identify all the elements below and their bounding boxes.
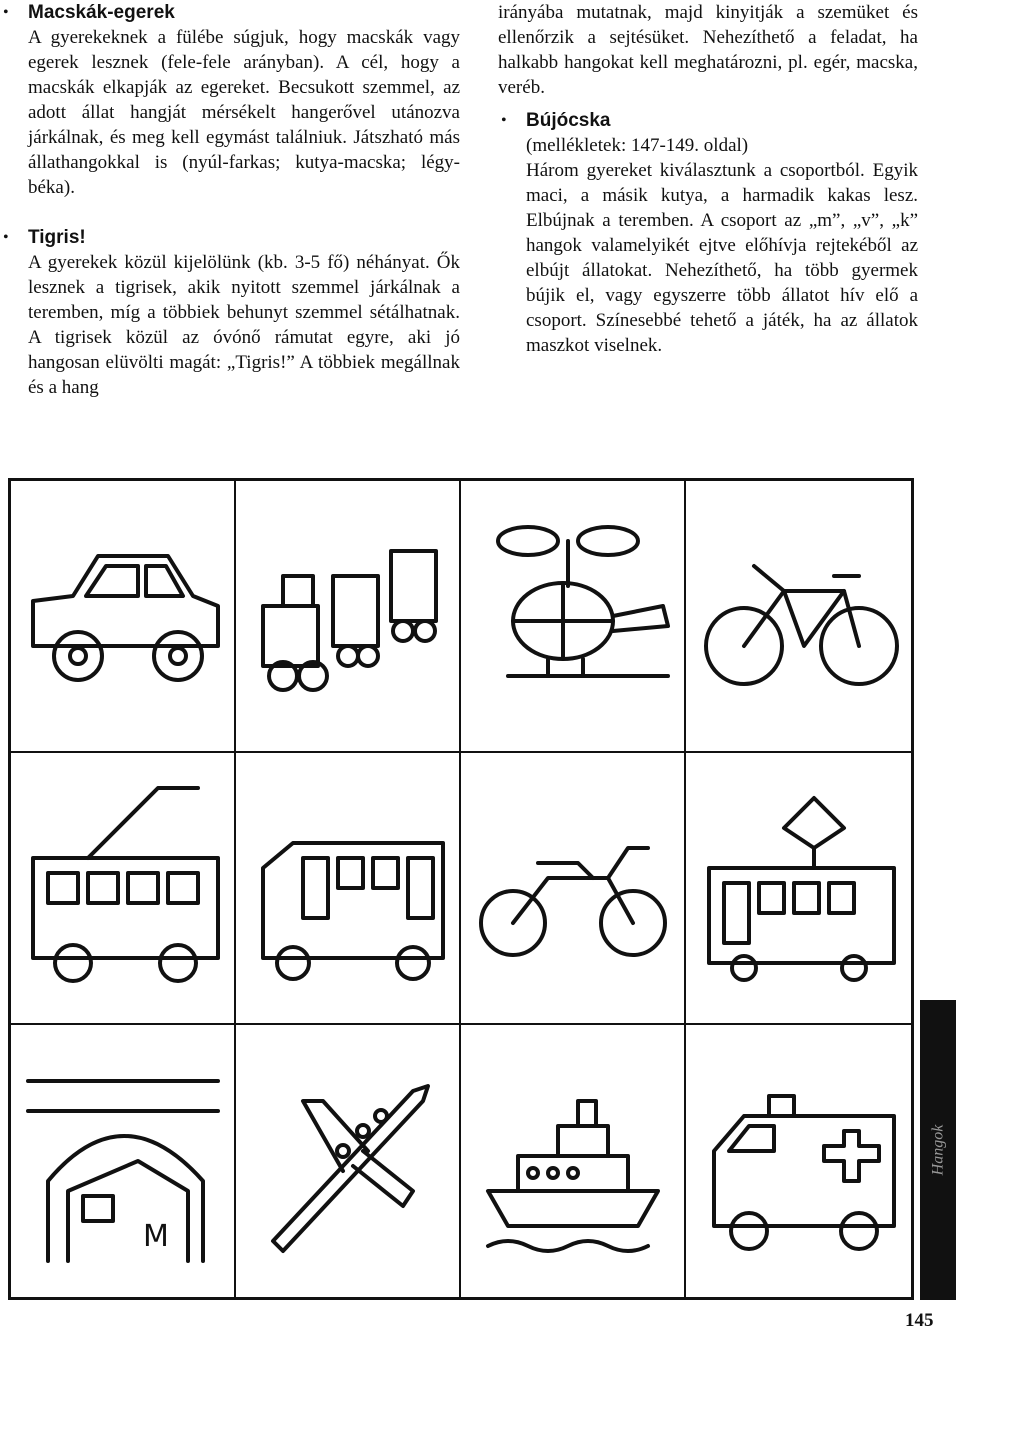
- bus-icon: [243, 768, 453, 1008]
- trolleybus-icon: [18, 768, 228, 1008]
- motorcycle-icon: [468, 768, 678, 1008]
- cell-ambulance: [686, 1025, 911, 1297]
- section-tigris: [0, 225, 460, 400]
- metro-icon: [18, 1041, 228, 1281]
- section-subtitle: (mellékletek: 147-149. oldal): [526, 135, 749, 156]
- cell-helicopter: [461, 481, 686, 753]
- cell-bus: [236, 753, 461, 1025]
- continuation-text: irányába mutatnak, majd kinyitják a szemüket és ellenőrzik a sejtésüket. Nehezíthető a feladat, ha halkabb hangokat kell meghatározni, pl. egér, macska, veréb.: [498, 2, 918, 98]
- section-macskak-egerek: [0, 0, 460, 200]
- section-title: Bújócska: [526, 110, 611, 131]
- car-icon: [18, 496, 228, 736]
- tram-icon: [694, 768, 904, 1008]
- section-text: Három gyereket kiválasztunk a csoportból. Egyik maci, a másik kutya, a harmadik kakas lesz. Elbújnak a teremben. A csoport az „m”, „v”, „k” hangok valamelyikét ejtve előhívja rejtekéből az elbújt állatokat. Nehezíthető, ha több gyermek bújik el, vagy egyszerre több állatot hív elő a csoport. Színesebbé tehető a játék, ha az állatok maszkot viselnek.: [526, 160, 918, 356]
- cell-train: [236, 481, 461, 753]
- continuation-block: [498, 0, 918, 100]
- bullet: •: [3, 4, 9, 21]
- cell-bicycle: [686, 481, 911, 753]
- vehicle-picture-grid: [8, 478, 914, 1300]
- cell-trolleybus: [11, 753, 236, 1025]
- cell-car: [11, 481, 236, 753]
- section-text: A gyerekek közül kijelölünk (kb. 3-5 fő) néhányat. Ők lesznek a tigrisek, akik nyitott szemmel járkálnak a teremben, míg a többiek behunyt szemmel sétálhatnak. A tigrisek közül az óvónő rámutat egyre, aki jó hangosan elüvölti magát: „Tigris!” A többiek megállnak és a hang: [28, 252, 460, 398]
- section-bujocska: [498, 108, 918, 358]
- section-title: Macskák-egerek: [28, 2, 175, 23]
- bullet: •: [3, 229, 9, 246]
- helicopter-icon: [468, 496, 678, 736]
- section-text: A gyerekeknek a fülébe súgjuk, hogy macskák vagy egerek lesznek (fele-fele arányban). A cél, hogy a macskák elkapják az egereket. Becsukott szemmel, az adott állat hangját mérsékelt hangerővel utánozva járkálnak, és meg kell egymást találniuk. Játszható más állathangokkal is (nyúl-farkas; kutya-macska; légy-béka).: [28, 27, 460, 198]
- ship-icon: [468, 1041, 678, 1281]
- airplane-icon: [243, 1041, 453, 1281]
- cell-tram: [686, 753, 911, 1025]
- chapter-tab-label: Hangok: [929, 1124, 946, 1176]
- cell-airplane: [236, 1025, 461, 1297]
- section-title: Tigris!: [28, 227, 86, 248]
- left-column: [0, 0, 460, 425]
- cell-ship: [461, 1025, 686, 1297]
- ambulance-icon: [694, 1041, 904, 1281]
- cell-metro: [11, 1025, 236, 1297]
- page-number: 145: [905, 1310, 934, 1331]
- bullet: •: [501, 112, 507, 129]
- right-column: [498, 0, 918, 383]
- chapter-tab: [920, 1000, 956, 1300]
- cell-motorcycle: [461, 753, 686, 1025]
- train-icon: [243, 496, 453, 736]
- svg-text:M: M: [142, 1219, 169, 1254]
- bicycle-icon: [694, 496, 904, 736]
